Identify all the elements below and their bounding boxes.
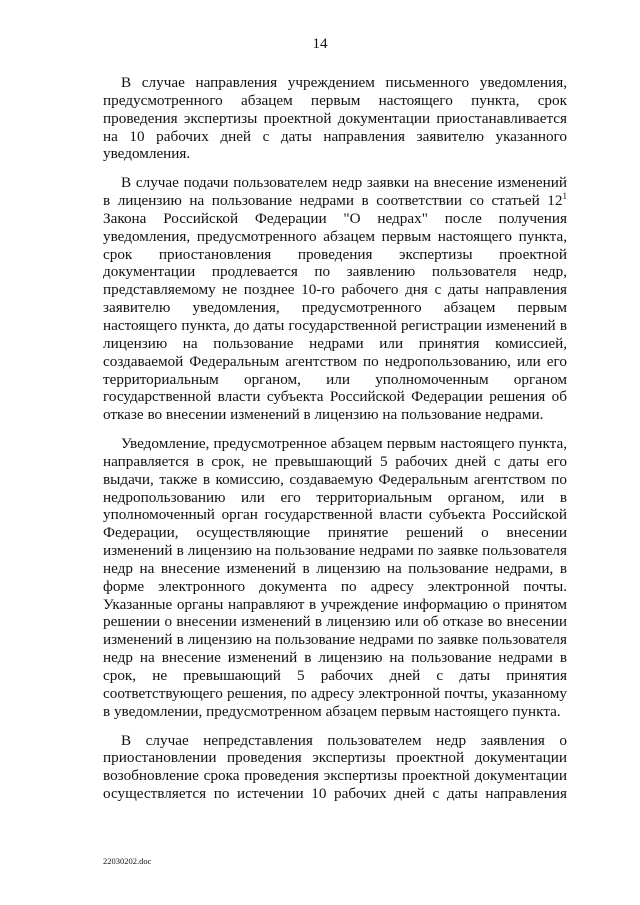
article-superscript: 1 [562,191,567,201]
paragraph-license-amendment-text-end: Закона Российской Федерации "О недрах" после получения уведомления, предусмотренного абзацем первым настоящего пункта, срок приостановления проведения экспертизы проектной документации продлевается по заявлению пользователя недр, представляемому не позднее 10-го рабочего дня с даты направления заявителю уведомления, предусмотренного абзацем первым настоящего пункта, до даты государственной регистрации изменений в лицензию на пользование недрами или принятия комиссией, создаваемой Федеральным агентством по недропользованию, или его территориальным органом, или уполномоченным органом государственной власти субъекта Российской Федерации решения об отказе во внесении изменений в лицензию на пользование недрами. [103,209,567,424]
footer-document-code: 22030202.doc [103,856,152,866]
document-body [103,74,567,803]
page-number: 14 [312,36,328,52]
paragraph-notification-routing: Уведомление, предусмотренное абзацем первым настоящего пункта, направляется в срок, не превышающий 5 рабочих дней с даты его выдачи, также в комиссию, создаваемую Федеральным агентством по недропользованию или его территориальным органом, или в уполномоченный орган государственной власти субъекта Российской Федерации, осуществляющие принятие решений о внесении изменений в лицензию на пользование недрами по заявке пользователя недр на внесение изменений в лицензию на пользование недрами, в форме электронного документа по адресу электронной почты. Указанные органы направляют в учреждение информацию о принятом решении о внесении изменений в лицензию или об отказе во внесении изменений в лицензию на пользование недрами по заявке пользователя недр на внесение изменений в лицензию на пользование недрами в срок, не превышающий 5 рабочих дней с даты принятия соответствующего решения, по адресу электронной почты, указанному в уведомлении, предусмотренном абзацем первым настоящего пункта. [103,435,567,720]
paragraph-non-submission: В случае непредставления пользователем недр заявления о приостановлении проведения экспертизы проектной документации возобновление срока проведения экспертизы проектной документации осуществляется по истечении 10 рабочих дней с даты направления [103,731,567,803]
paragraph-license-amendment-text-start: В случае подачи пользователем недр заявки на внесение изменений в лицензию на пользование недрами в соответствии со статьей 12 [103,174,567,210]
paragraph-license-amendment [103,174,567,424]
paragraph-suspension-notice: В случае направления учреждением письменного уведомления, предусмотренного абзацем первым настоящего пункта, срок проведения экспертизы проектной документации приостанавливается на 10 рабочих дней с даты направления заявителю указанного уведомления. [103,74,567,163]
